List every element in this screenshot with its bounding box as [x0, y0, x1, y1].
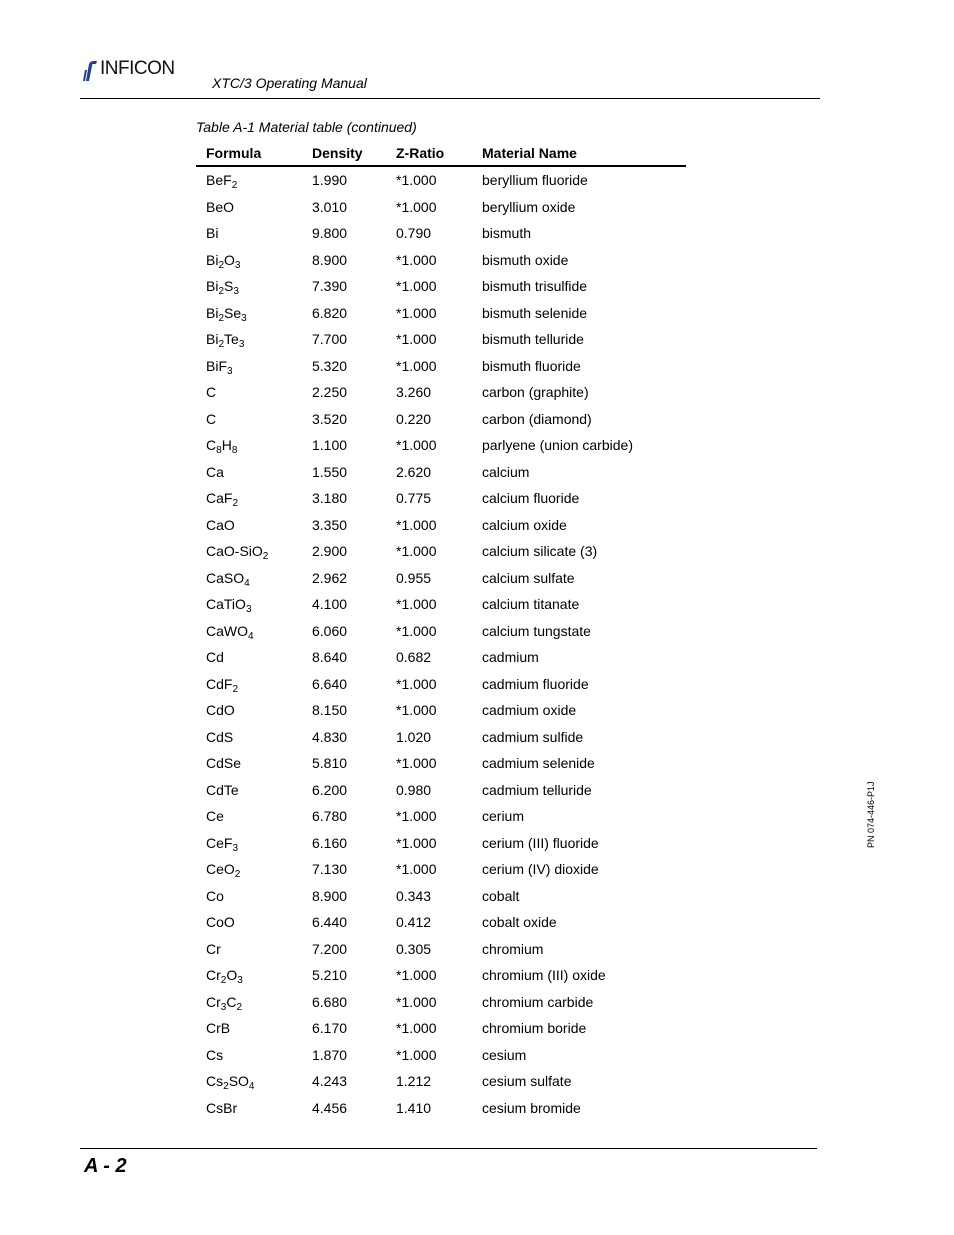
table-row — [196, 671, 686, 698]
z-ratio-cell: *1.000 — [396, 993, 437, 1010]
z-ratio-cell: 1.020 — [396, 728, 432, 745]
table-row — [196, 485, 686, 512]
z-ratio-cell: *1.000 — [396, 1046, 437, 1063]
density-cell: 8.640 — [312, 649, 348, 666]
z-ratio-cell: 1.410 — [396, 1099, 432, 1116]
density-cell: 1.100 — [312, 437, 348, 454]
material-name-cell: beryllium oxide — [482, 198, 576, 215]
density-cell: 4.243 — [312, 1073, 348, 1090]
material-name-cell: carbon (diamond) — [482, 410, 592, 427]
material-name-cell: calcium oxide — [482, 516, 567, 533]
z-ratio-cell: *1.000 — [396, 331, 437, 348]
formula-subscript: 8 — [231, 445, 238, 457]
formula-text: CdO — [206, 702, 235, 719]
formula-text: Bi — [206, 225, 219, 242]
formula-subscript: 3 — [238, 339, 245, 351]
formula-subscript: 2 — [231, 180, 238, 192]
formula-cell — [196, 459, 302, 486]
z-ratio-cell: 0.343 — [396, 887, 432, 904]
formula-cell — [196, 326, 302, 353]
formula-text: Bi — [206, 278, 219, 295]
material-name-cell: bismuth trisulfide — [482, 278, 588, 295]
z-ratio-cell: *1.000 — [396, 1020, 437, 1037]
density-cell: 5.320 — [312, 357, 348, 374]
formula-subscript: 2 — [236, 1001, 243, 1013]
formula-subscript: 2 — [234, 869, 241, 881]
density-cell: 6.160 — [312, 834, 348, 851]
formula-text: Ca — [206, 463, 224, 480]
material-name-cell: cadmium sulfide — [482, 728, 584, 745]
table-row — [196, 989, 686, 1016]
material-name-cell: cesium bromide — [482, 1099, 581, 1116]
formula-text: Ce — [206, 808, 224, 825]
formula-text: BeF — [206, 172, 232, 189]
formula-cell — [196, 432, 302, 459]
density-cell: 3.520 — [312, 410, 348, 427]
material-name-cell: cerium — [482, 808, 525, 825]
formula-text: Te — [224, 331, 239, 348]
table-row — [196, 406, 686, 433]
formula-text: CeO — [206, 861, 235, 878]
density-cell: 6.170 — [312, 1020, 348, 1037]
material-name-cell: calcium titanate — [482, 596, 580, 613]
formula-subscript: 2 — [218, 339, 225, 351]
density-cell: 7.130 — [312, 861, 348, 878]
z-ratio-cell: 0.980 — [396, 781, 432, 798]
material-name-cell: calcium fluoride — [482, 490, 580, 507]
formula-cell — [196, 618, 302, 645]
density-cell: 9.800 — [312, 225, 348, 242]
formula-text: CaSO — [206, 569, 245, 586]
formula-cell — [196, 194, 302, 221]
density-cell: 3.350 — [312, 516, 348, 533]
formula-text: O — [224, 251, 235, 268]
brand-name: INFICON — [100, 58, 175, 79]
formula-text: C — [206, 437, 217, 454]
density-cell: 8.900 — [312, 887, 348, 904]
material-name-cell: calcium sulfate — [482, 569, 575, 586]
table-caption: Table A-1 Material table (continued) — [196, 119, 417, 135]
formula-text: Co — [206, 887, 224, 904]
material-name-cell: cadmium — [482, 649, 539, 666]
material-name-cell: bismuth fluoride — [482, 357, 581, 374]
inficon-logo — [82, 58, 202, 84]
material-name-cell: bismuth oxide — [482, 251, 569, 268]
formula-subscript: 2 — [232, 498, 239, 510]
formula-subscript: 3 — [241, 312, 247, 324]
z-ratio-cell: 0.775 — [396, 490, 432, 507]
density-cell: 6.680 — [312, 993, 348, 1010]
table-row — [196, 432, 686, 459]
formula-cell — [196, 353, 302, 380]
density-cell: 4.100 — [312, 596, 348, 613]
density-cell: 6.640 — [312, 675, 348, 692]
material-name-cell: cerium (III) fluoride — [482, 834, 599, 851]
material-name-cell: cobalt oxide — [482, 914, 557, 931]
table-row — [196, 883, 686, 910]
formula-text: Se — [224, 304, 242, 321]
table-row — [196, 724, 686, 751]
z-ratio-cell: *1.000 — [396, 437, 437, 454]
formula-cell — [196, 1068, 302, 1095]
table-row — [196, 830, 686, 857]
formula-text: S — [224, 278, 234, 295]
table-row — [196, 166, 686, 194]
formula-cell — [196, 936, 302, 963]
formula-subscript: 3 — [232, 842, 239, 854]
table-row — [196, 1015, 686, 1042]
formula-cell — [196, 273, 302, 300]
density-cell: 6.820 — [312, 304, 348, 321]
page-number: A - 2 — [84, 1155, 127, 1177]
formula-text: Bi — [206, 251, 219, 268]
column-header-formula: Formula — [196, 140, 302, 166]
material-name-cell: chromium carbide — [482, 993, 594, 1010]
material-name-cell: calcium tungstate — [482, 622, 591, 639]
z-ratio-cell: 0.305 — [396, 940, 432, 957]
material-name-cell: chromium (III) oxide — [482, 967, 606, 984]
material-name-cell: bismuth — [482, 225, 532, 242]
density-cell: 6.440 — [312, 914, 348, 931]
density-cell: 2.250 — [312, 384, 348, 401]
density-cell: 2.962 — [312, 569, 348, 586]
table-row — [196, 300, 686, 327]
formula-text: CaF — [206, 490, 233, 507]
table-row — [196, 247, 686, 274]
formula-cell — [196, 830, 302, 857]
formula-text: CdF — [206, 675, 233, 692]
material-name-cell: parlyene (union carbide) — [482, 437, 633, 454]
table-row — [196, 1042, 686, 1069]
formula-subscript: 3 — [234, 259, 241, 271]
formula-subscript: 3 — [245, 604, 252, 616]
formula-text: SO — [228, 1073, 249, 1090]
formula-text: CdSe — [206, 755, 242, 772]
formula-text: CaTiO — [206, 596, 246, 613]
formula-text: CaO-SiO — [206, 543, 263, 560]
formula-text: CaWO — [206, 622, 248, 639]
formula-cell — [196, 803, 302, 830]
table-row — [196, 512, 686, 539]
formula-text: Cr — [206, 993, 221, 1010]
z-ratio-cell: *1.000 — [396, 304, 437, 321]
z-ratio-cell: *1.000 — [396, 543, 437, 560]
formula-cell — [196, 856, 302, 883]
table-row — [196, 803, 686, 830]
z-ratio-cell: *1.000 — [396, 808, 437, 825]
table-row — [196, 273, 686, 300]
formula-subscript: 4 — [244, 577, 250, 589]
density-cell: 3.180 — [312, 490, 348, 507]
formula-text: CaO — [206, 516, 235, 533]
formula-text: Bi — [206, 331, 219, 348]
z-ratio-cell: *1.000 — [396, 861, 437, 878]
z-ratio-cell: *1.000 — [396, 278, 437, 295]
formula-subscript: 2 — [232, 683, 239, 695]
column-header-z-ratio: Z-Ratio — [386, 140, 472, 166]
density-cell: 2.900 — [312, 543, 348, 560]
table-row — [196, 644, 686, 671]
density-cell: 8.900 — [312, 251, 348, 268]
document-title: XTC/3 Operating Manual — [212, 75, 367, 91]
formula-text: CdS — [206, 728, 234, 745]
formula-cell — [196, 220, 302, 247]
table-row — [196, 353, 686, 380]
material-name-cell: calcium — [482, 463, 530, 480]
z-ratio-cell: *1.000 — [396, 172, 437, 189]
density-cell: 7.700 — [312, 331, 348, 348]
formula-text: C — [206, 384, 217, 401]
density-cell: 1.870 — [312, 1046, 348, 1063]
formula-subscript: 2 — [218, 312, 225, 324]
z-ratio-cell: 1.212 — [396, 1073, 432, 1090]
material-name-cell: cobalt — [482, 887, 520, 904]
column-header-material-name: Material Name — [472, 140, 686, 166]
table-row — [196, 565, 686, 592]
z-ratio-cell: 0.412 — [396, 914, 432, 931]
formula-text: CrB — [206, 1020, 231, 1037]
material-name-cell: cadmium telluride — [482, 781, 592, 798]
table-row — [196, 936, 686, 963]
density-cell: 3.010 — [312, 198, 348, 215]
table-row — [196, 459, 686, 486]
material-name-cell: cadmium oxide — [482, 702, 577, 719]
formula-subscript: 3 — [233, 286, 239, 298]
formula-cell — [196, 671, 302, 698]
z-ratio-cell: *1.000 — [396, 357, 437, 374]
formula-cell — [196, 644, 302, 671]
formula-text: Cd — [206, 649, 224, 666]
formula-subscript: 2 — [262, 551, 269, 563]
material-name-cell: bismuth telluride — [482, 331, 584, 348]
table-row — [196, 379, 686, 406]
formula-text: O — [226, 967, 238, 984]
material-table-body — [196, 166, 686, 1121]
table-row — [196, 697, 686, 724]
z-ratio-cell: 2.620 — [396, 463, 432, 480]
table-row — [196, 618, 686, 645]
material-name-cell: bismuth selenide — [482, 304, 588, 321]
table-row — [196, 326, 686, 353]
z-ratio-cell: 0.790 — [396, 225, 432, 242]
density-cell: 6.200 — [312, 781, 348, 798]
formula-cell — [196, 1042, 302, 1069]
table-row — [196, 750, 686, 777]
z-ratio-cell: 0.682 — [396, 649, 432, 666]
table-row — [196, 538, 686, 565]
density-cell: 7.390 — [312, 278, 348, 295]
z-ratio-cell: *1.000 — [396, 516, 437, 533]
z-ratio-cell: *1.000 — [396, 251, 437, 268]
z-ratio-cell: *1.000 — [396, 596, 437, 613]
part-number: PN 074-446-P1J — [866, 781, 876, 848]
formula-subscript: 4 — [248, 630, 254, 642]
material-name-cell: cadmium fluoride — [482, 675, 589, 692]
formula-cell — [196, 512, 302, 539]
formula-cell — [196, 538, 302, 565]
formula-text: Bi — [206, 304, 219, 321]
density-cell: 5.810 — [312, 755, 348, 772]
formula-cell — [196, 247, 302, 274]
formula-cell — [196, 883, 302, 910]
formula-subscript: 3 — [220, 1001, 227, 1013]
formula-text: H — [221, 437, 232, 454]
formula-cell — [196, 379, 302, 406]
formula-cell — [196, 697, 302, 724]
formula-text: BiF — [206, 357, 227, 374]
material-name-cell: cerium (IV) dioxide — [482, 861, 599, 878]
formula-text: C — [206, 410, 217, 427]
formula-subscript: 2 — [218, 259, 225, 271]
formula-subscript: 4 — [248, 1081, 255, 1093]
table-row — [196, 591, 686, 618]
formula-subscript: 8 — [216, 445, 222, 457]
density-cell: 1.990 — [312, 172, 348, 189]
table-row — [196, 856, 686, 883]
formula-cell — [196, 485, 302, 512]
formula-cell — [196, 750, 302, 777]
table-row — [196, 194, 686, 221]
table-row — [196, 220, 686, 247]
z-ratio-cell: *1.000 — [396, 198, 437, 215]
header-divider — [80, 98, 820, 99]
material-name-cell: cesium sulfate — [482, 1073, 572, 1090]
material-name-cell: cesium — [482, 1046, 527, 1063]
material-name-cell: chromium — [482, 940, 544, 957]
density-cell: 6.780 — [312, 808, 348, 825]
z-ratio-cell: *1.000 — [396, 675, 437, 692]
z-ratio-cell: *1.000 — [396, 755, 437, 772]
column-header-density: Density — [302, 140, 386, 166]
density-cell: 7.200 — [312, 940, 348, 957]
material-table — [196, 140, 686, 1121]
formula-text: Cr — [206, 940, 221, 957]
z-ratio-cell: *1.000 — [396, 834, 437, 851]
formula-cell — [196, 1015, 302, 1042]
material-name-cell: carbon (graphite) — [482, 384, 589, 401]
density-cell: 4.456 — [312, 1099, 348, 1116]
density-cell: 1.550 — [312, 463, 348, 480]
density-cell: 5.210 — [312, 967, 348, 984]
table-header-row — [196, 140, 686, 166]
footer-divider — [80, 1148, 817, 1149]
formula-text: CsBr — [206, 1099, 238, 1116]
density-cell: 8.150 — [312, 702, 348, 719]
formula-cell — [196, 989, 302, 1016]
z-ratio-cell: *1.000 — [396, 622, 437, 639]
table-row — [196, 909, 686, 936]
formula-text: CoO — [206, 914, 235, 931]
table-row — [196, 1095, 686, 1122]
formula-cell — [196, 1095, 302, 1122]
table-row — [196, 777, 686, 804]
formula-cell — [196, 406, 302, 433]
formula-cell — [196, 166, 302, 194]
z-ratio-cell: 3.260 — [396, 384, 432, 401]
table-row — [196, 1068, 686, 1095]
formula-text: CdTe — [206, 781, 239, 798]
formula-cell — [196, 962, 302, 989]
material-name-cell: chromium boride — [482, 1020, 587, 1037]
density-cell: 4.830 — [312, 728, 348, 745]
formula-subscript: 2 — [218, 286, 225, 298]
z-ratio-cell: *1.000 — [396, 702, 437, 719]
formula-subscript: 3 — [227, 365, 233, 377]
formula-subscript: 2 — [223, 1081, 229, 1093]
table-row — [196, 962, 686, 989]
formula-cell — [196, 300, 302, 327]
z-ratio-cell: *1.000 — [396, 967, 437, 984]
formula-cell — [196, 777, 302, 804]
formula-text: Cs — [206, 1073, 224, 1090]
formula-cell — [196, 591, 302, 618]
z-ratio-cell: 0.955 — [396, 569, 432, 586]
formula-text: Cs — [206, 1046, 224, 1063]
formula-text: BeO — [206, 198, 235, 215]
material-name-cell: calcium silicate (3) — [482, 543, 598, 560]
formula-text: C — [226, 993, 237, 1010]
inficon-logo-icon — [82, 60, 98, 82]
density-cell: 6.060 — [312, 622, 348, 639]
formula-subscript: 3 — [237, 975, 243, 987]
z-ratio-cell: 0.220 — [396, 410, 432, 427]
formula-subscript: 2 — [220, 975, 227, 987]
material-name-cell: beryllium fluoride — [482, 172, 588, 189]
formula-cell — [196, 909, 302, 936]
formula-cell — [196, 565, 302, 592]
material-name-cell: cadmium selenide — [482, 755, 595, 772]
formula-cell — [196, 724, 302, 751]
formula-text: CeF — [206, 834, 233, 851]
formula-text: Cr — [206, 967, 221, 984]
